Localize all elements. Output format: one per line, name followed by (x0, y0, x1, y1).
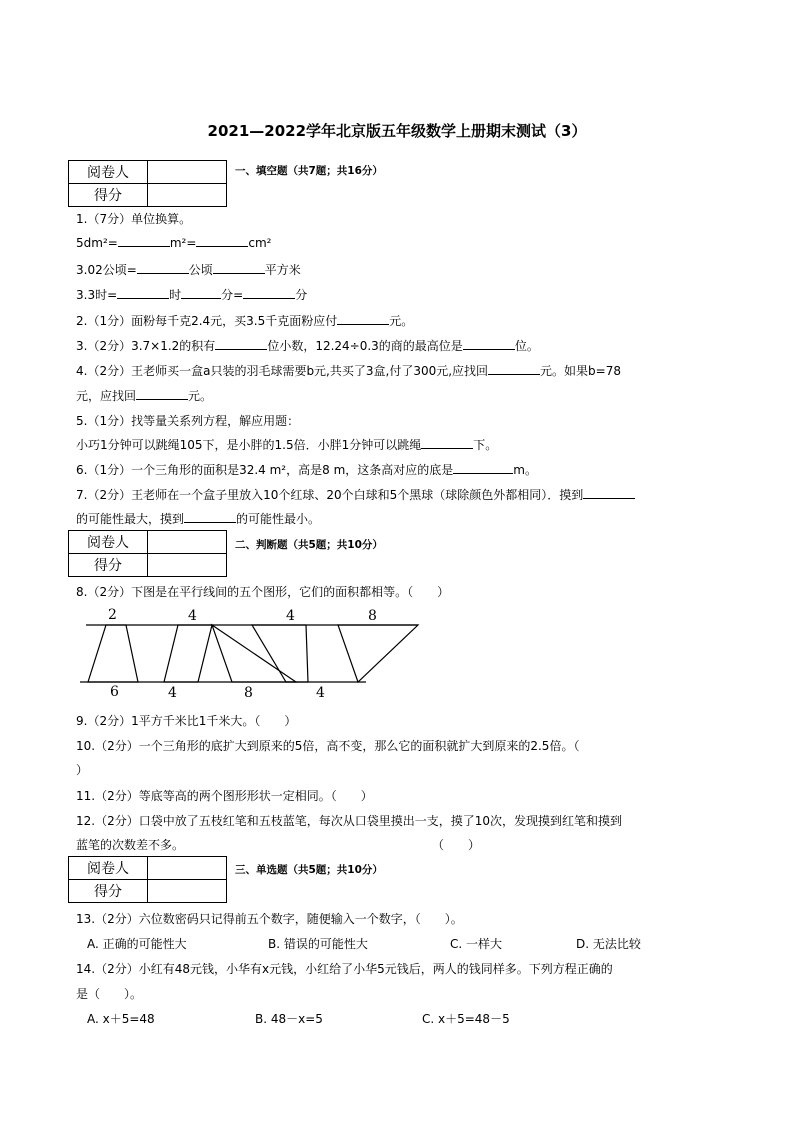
score-cell[interactable] (148, 554, 227, 577)
q14-option-b[interactable]: B. 48－x=5 (255, 1012, 323, 1026)
q6: 6.（1分）一个三角形的面积是32.4 m²，高是8 m，这条高对应的底是 m。 (76, 463, 537, 477)
section-title-2: 二、判断题（共5题；共10分） (235, 539, 383, 551)
reviewer-cell[interactable] (148, 531, 227, 554)
bottom-label: 4 (168, 685, 177, 700)
score-label: 得分 (69, 184, 148, 207)
score-cell[interactable] (148, 880, 227, 903)
q4-line1: 4.（2分）王老师买一盒a只装的羽毛球需要b元,共买了3盒,付了300元,应找回 元。如果b=78 (76, 364, 621, 378)
section-title-3: 三、单选题（共5题；共10分） (235, 864, 383, 876)
score-label: 得分 (69, 880, 148, 903)
shape-trapezoid-2 (252, 625, 308, 682)
reviewer-label: 阅卷人 (69, 531, 148, 554)
q12-line2: 蓝笔的次数差不多。 (76, 838, 185, 852)
reviewer-label: 阅卷人 (69, 161, 148, 184)
score-cell[interactable] (148, 184, 227, 207)
reviewer-cell[interactable] (148, 857, 227, 880)
parallel-lines-figure (76, 604, 426, 700)
reviewer-label: 阅卷人 (69, 857, 148, 880)
q12-line1: 12.（2分）口袋中放了五枝红笔和五枝蓝笔，每次从口袋里摸出一支，摸了10次，发现摸到红笔和摸到 (76, 814, 622, 828)
q2: 2.（1分）面粉每千克2.4元，买3.5千克面粉应付 元。 (76, 314, 414, 328)
shape-triangle-2 (338, 625, 418, 682)
q10-line2: ） (76, 763, 89, 777)
q3: 3.（2分）3.7×1.2的积有 位小数，12.24÷0.3的商的最高位是 位。 (76, 339, 539, 353)
top-label: 8 (368, 608, 377, 624)
q13-option-c[interactable]: C. 一样大 (450, 937, 503, 951)
score-table-3 (68, 856, 227, 903)
top-label: 2 (108, 607, 117, 623)
q9: 9.（2分）1平方千米比1千米大。（ ） (76, 714, 297, 728)
q14-option-a[interactable]: A. x＋5=48 (87, 1012, 155, 1026)
page-title: 2021—2022学年北京版五年级数学上册期末测试（3） (207, 122, 587, 140)
bottom-label: 6 (110, 684, 119, 700)
top-label: 4 (286, 608, 295, 624)
shape-triangle-1 (212, 625, 296, 682)
bottom-label: 8 (244, 685, 253, 700)
reviewer-cell[interactable] (148, 161, 227, 184)
q8: 8.（2分）下图是在平行线间的五个图形，它们的面积都相等。（ ） (76, 585, 450, 599)
q14-option-c[interactable]: C. x＋5=48－5 (422, 1012, 510, 1026)
top-label: 4 (188, 608, 197, 624)
q10-line1: 10.（2分）一个三角形的底扩大到原来的5倍，高不变，那么它的面积就扩大到原来的2.5倍。（ (76, 739, 580, 753)
section-title-1: 一、填空题（共7题；共16分） (235, 165, 383, 177)
shape-parallelogram (164, 625, 212, 682)
q1-stem: 1.（7分）单位换算。 (76, 212, 192, 226)
q13-option-a[interactable]: A. 正确的可能性大 (87, 937, 187, 951)
q13-option-d[interactable]: D. 无法比较 (576, 937, 641, 951)
score-table-2 (68, 530, 227, 577)
q13-option-b[interactable]: B. 错误的可能性大 (268, 937, 368, 951)
q7-line1: 7.（2分）王老师在一个盒子里放入10个红球、20个白球和5个黑球（球除颜色外都相同）．摸到 (76, 486, 635, 503)
q5-stem: 5.（1分）找等量关系列方程，解应用题： (76, 414, 300, 428)
q7-line2: 的可能性最大，摸到 的可能性最小。 (76, 512, 321, 526)
q12-bracket: （ ） (432, 838, 481, 852)
q11: 11.（2分）等底等高的两个图形形状一定相同。（ ） (76, 789, 373, 803)
shape-trapezoid-1 (88, 625, 138, 682)
score-table-1 (68, 160, 227, 207)
bottom-label: 4 (316, 685, 325, 700)
q1-line1: 5dm²= m²= cm² (76, 236, 272, 250)
q14-line1: 14.（2分）小红有48元钱，小华有x元钱，小红给了小华5元钱后，两人的钱同样多。下列方程正确的 (76, 962, 613, 976)
q1-line2: 3.02公顷= 公顷 平方米 (76, 263, 301, 277)
q13-stem: 13.（2分）六位数密码只记得前五个数字，随便输入一个数字，（ ）。 (76, 912, 463, 926)
q5-line: 小巧1分钟可以跳绳105下，是小胖的1.5倍．小胖1分钟可以跳绳 下。 (76, 438, 498, 452)
q14-line2: 是（ ）。 (76, 987, 143, 1001)
score-label: 得分 (69, 554, 148, 577)
q4-line2: 元，应找回 元。 (76, 389, 213, 403)
q1-line3: 3.3时= 时 分= 分 (76, 288, 308, 302)
